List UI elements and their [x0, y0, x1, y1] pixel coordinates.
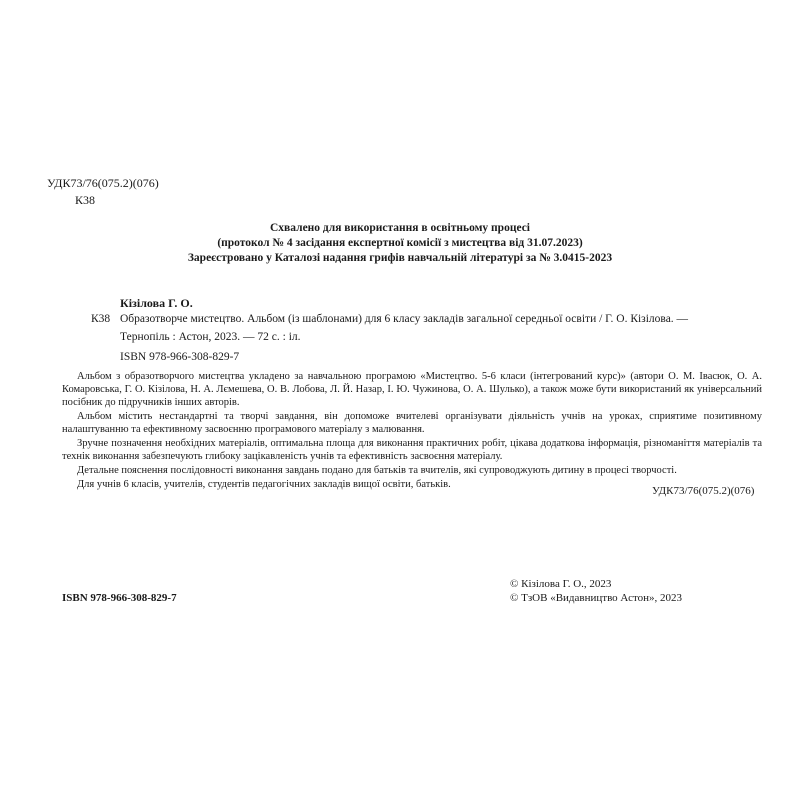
udk-code-top: УДК73/76(075.2)(076)	[47, 176, 159, 190]
publisher-line: Тернопіль : Астон, 2023. — 72 с. : іл.	[120, 331, 301, 343]
approval-line-1: Схвалено для використання в освітньому процесі	[270, 222, 530, 234]
isbn-line: ISBN 978-966-308-829-7	[120, 351, 240, 363]
abstract-paragraph-4: Детальне пояснення послідовності виконання завдань подано для батьків та вчителів, які супроводжують дитину в процесі творчості.	[77, 465, 677, 476]
isbn-footer: ISBN 978-966-308-829-7	[62, 592, 177, 604]
abstract-paragraph-2: Альбом містить нестандартні та творчі завдання, він допоможе вчителеві організувати діяльність учнів на уроках, сприятиме позитивному налаштуванню та ефективному засвоєнню програмового матеріалу з малювання.	[62, 411, 762, 435]
abstract-paragraph-5: Для учнів 6 класів, учителів, студентів педагогічних закладів вищої освіти, батьків.	[77, 479, 451, 490]
author-code-top: К38	[75, 193, 96, 207]
approval-line-3: Зареєстровано у Каталозі надання грифів навчальній літературі за № 3.0415-2023	[187, 252, 613, 264]
udk-code-bottom: УДК73/76(075.2)(076)	[652, 485, 755, 497]
abstract-block	[62, 370, 762, 492]
copyright-author: © Кізілова Г. О., 2023	[510, 578, 612, 590]
author-code: К38	[91, 313, 111, 325]
book-title-line: Образотворче мистецтво. Альбом (із шаблонами) для 6 класу закладів загальної середньої освіти / Г. О. Кізілова. —	[120, 313, 689, 325]
abstract-paragraph-3: Зручне позначення необхідних матеріалів, оптимальна площа для виконання практичних робіт, цікава додаткова інформація, різноманіття матеріалів та технік виконання забезпечують глибоку зацікавленість учнів та ефективність засвоєння матеріалу.	[62, 438, 762, 462]
approval-block	[0, 221, 800, 266]
abstract-paragraph-1: Альбом з образотворчого мистецтва укладено за навчальною програмою «Мистецтво. 5-6 класи (інтегрований курс)» (автори О. М. Івасюк, О. А. Комаровська, Г. О. Кізілова, Н. А. Лємешева, О. В. Лобова, Л. Й. Назар, І. Ю. Чужинова, О. А. Шулько), а також може бути використаний як універсальний посібник до підручників інших авторів.	[62, 371, 762, 408]
author-name: Кізілова Г. О.	[120, 296, 193, 310]
approval-line-2: (протокол № 4 засідання експертної комісії з мистецтва від 31.07.2023)	[217, 237, 583, 249]
copyright-publisher: © ТзОВ «Видавництво Астон», 2023	[510, 592, 683, 604]
